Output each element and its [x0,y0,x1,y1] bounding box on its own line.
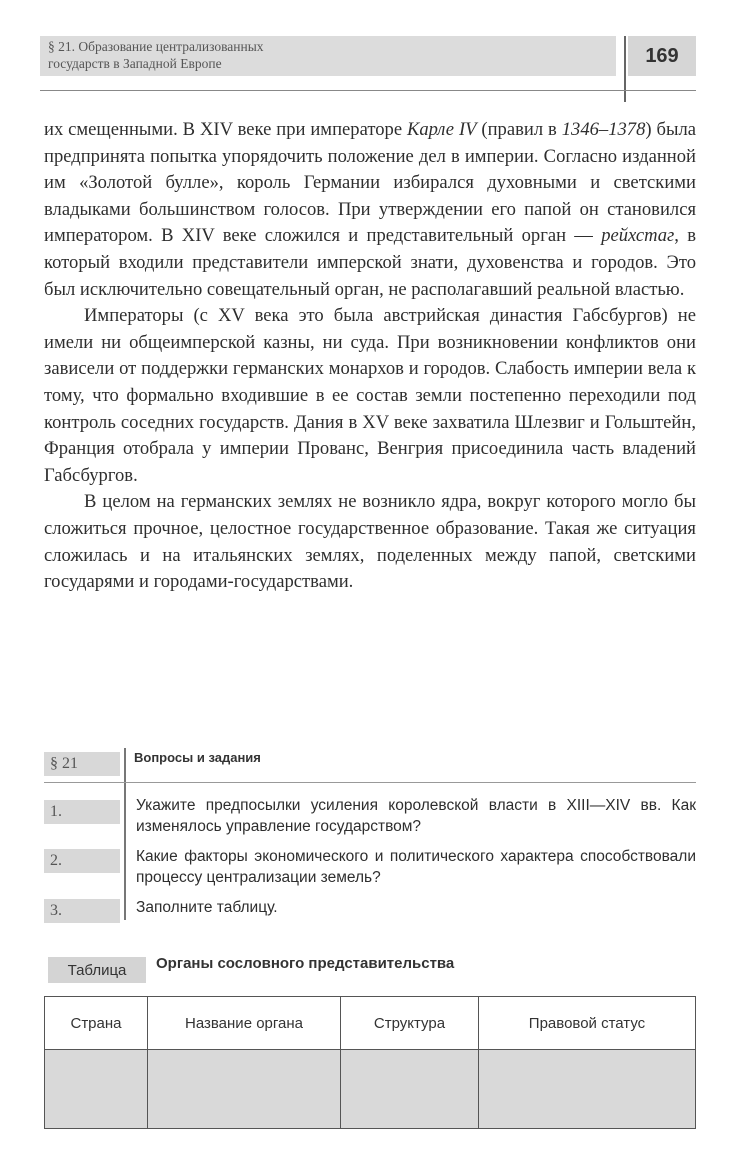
table-header-row [45,997,696,1050]
question-text-1: Укажите предпосылки усиления королевской власти в XIII—XIV вв. Как изменялось управление государством? [136,797,696,835]
column-header-legal-status: Правовой статус [479,997,696,1050]
questions-title: Вопросы и задания [134,750,261,765]
table-cell-body-name[interactable] [148,1050,341,1129]
paragraph-1 [44,117,696,303]
section-title-line-1: § 21. Образование централизованных [48,39,264,54]
table-tag: Таблица [48,957,146,983]
question-text-3: Заполните таблицу. [136,899,278,916]
paragraph-3: В целом на германских землях не возникло ядра, вокруг которого могло бы сложиться прочное, целостное государственное образование. Такая же ситуация сложилась и на итальянских землях, поделенных между папой, светскими государями и городами-государствами. [44,491,696,593]
column-header-body-name: Название органа [148,997,341,1050]
table-row [45,1050,696,1129]
questions-rule [44,782,696,783]
p1-emphasis-1: Карле IV [406,119,477,140]
header-rule [40,90,696,91]
section-title-line-2: государств в Западной Европе [48,56,222,71]
header-divider [624,36,626,102]
table-title: Органы сословного представительства [156,955,455,972]
question-number-1: 1. [44,800,120,824]
p1-text-2: (правил в [476,119,562,140]
p1-text-3: ) была предпринята попытка упорядочить положение дел в империи. Согласно изданной им «Золотой булле», король Германии избирался духовными и светскими владыками большинством голосов. При утверждении его папой он становился императором. В XIV веке сложился и представительный орган — [44,119,696,247]
table-cell-country[interactable] [45,1050,148,1129]
questions-divider [124,748,126,920]
body-text [44,117,696,596]
question-number-2: 2. [44,849,120,873]
p1-text-1: их смещенными. В XIV веке при императоре [44,119,407,140]
questions-section-tag: § 21 [44,752,120,776]
p1-text-4: , в который входили представители имперской знати, духовенства и городов. Это был исключительно совещательный орган, не располагавший реальной властью. [44,225,696,300]
column-header-structure: Структура [341,997,479,1050]
question-text-2: Какие факторы экономического и политического характера способствовали процессу централизации земель? [136,848,696,886]
p1-emphasis-3: рейхстаг [601,225,675,247]
question-number-3: 3. [44,899,120,923]
estates-table [44,996,696,1129]
paragraph-2: Императоры (с XV века это была австрийская династия Габсбургов) не имели ни общеимперской казны, ни суда. При возникновении конфликтов они зависели от поддержки германских монархов и городов. Слабость империи вела к тому, что формально входившие в ее состав земли постепенно переходили под контроль соседних государств. Дания в XV веке захватила Шлезвиг и Гольштейн, Франция отобрала у империи Прованс, Венгрия присоединила часть владений Габсбургов. [44,305,696,486]
column-header-country: Страна [45,997,148,1050]
table-cell-legal-status[interactable] [479,1050,696,1129]
p1-emphasis-2: 1346–1378 [561,119,646,140]
table-cell-structure[interactable] [341,1050,479,1129]
page-number: 169 [628,36,696,76]
section-header-title [48,38,608,72]
